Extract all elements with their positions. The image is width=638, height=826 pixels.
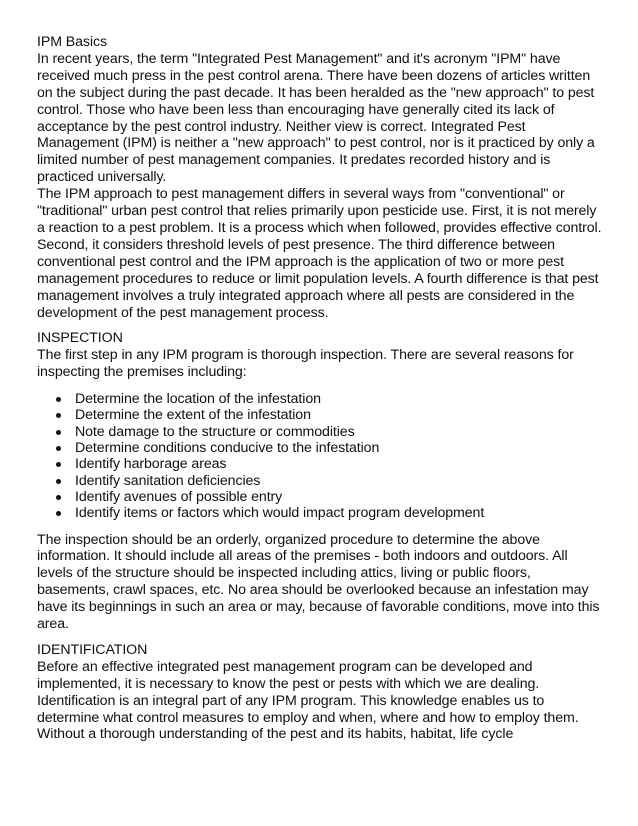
list-item-text: Determine the location of the infestation <box>75 391 321 408</box>
list-item <box>56 407 605 423</box>
section-heading-ipm-basics: IPM Basics <box>37 34 107 50</box>
list-item <box>56 456 605 472</box>
list-item-text: Determine conditions conducive to the infestation <box>75 440 380 457</box>
bullet-icon <box>56 511 61 516</box>
list-item-text: Identify avenues of possible entry <box>75 488 283 505</box>
bullet-icon <box>56 495 61 500</box>
document-page <box>37 34 605 743</box>
inspection-list <box>37 391 605 521</box>
list-item-text: Identify sanitation deficiencies <box>75 472 261 489</box>
paragraph-inspection-intro: The first step in any IPM program is thorough inspection. There are several reasons for inspecting the premises including: <box>37 347 574 381</box>
bullet-icon <box>56 397 61 402</box>
list-item-text: Identify items or factors which would impact program development <box>75 505 485 522</box>
paragraph-ipm-basics-2: The IPM approach to pest management differs in several ways from "conventional" or "traditional" urban pest control that relies primarily upon pesticide use. First, it is not merely a reaction to a pest problem. It is a process which when followed, provides effective control. Second, it considers threshold levels of pest presence. The third difference between conventional pest control and the IPM approach is the application of two or more pest management procedures to reduce or limit population levels. A fourth difference is that pest management involves a truly integrated approach where all pests are considered in the development of the pest management process. <box>37 186 602 321</box>
section-spacer <box>37 522 605 532</box>
section-heading-inspection: INSPECTION <box>37 330 123 347</box>
paragraph-ipm-basics-1: In recent years, the term "Integrated Pest Management" and it's acronym "IPM" have received much press in the pest control arena. There have been dozens of articles written on the subject during the past decade. It has been heralded as the "new approach" to pest control. Those who have been less than encouraging have generally cited its lack of acceptance by the pest control industry. Neither view is correct. Integrated Pest Management (IPM) is neither a "new approach" to pest control, nor is it practiced by only a limited number of pest management companies. It predates recorded history and is practiced universally. <box>37 50 595 186</box>
list-item <box>56 391 605 407</box>
list-item-text: Note damage to the structure or commodities <box>75 423 355 440</box>
bullet-icon <box>56 479 61 484</box>
bullet-icon <box>56 413 61 418</box>
list-item <box>56 440 605 456</box>
bullet-icon <box>56 446 61 451</box>
list-item <box>56 473 605 489</box>
list-item-text: Identify harborage areas <box>75 456 227 473</box>
section-spacer <box>37 321 605 330</box>
section-heading-identification: IDENTIFICATION <box>37 641 148 658</box>
paragraph-identification: Before an effective integrated pest management program can be developed and implemented, it is necessary to know the pest or pests with which we are dealing. Identification is an integral part of any IPM program. This knowledge enables us to determine what control measures to employ and when, where and how to employ them. Without a thorough understanding of the pest and its habits, habitat, life cycle <box>37 658 579 743</box>
list-item <box>56 489 605 505</box>
paragraph-inspection-procedure: The inspection should be an orderly, organized procedure to determine the above information. It should include all areas of the premises - both indoors and outdoors. All levels of the structure should be inspected including attics, living or public floors, basements, crawl spaces, etc. No area should be overlooked because an infestation may have its beginnings in such an area or may, because of favorable conditions, move into this area. <box>37 531 600 633</box>
list-item-text: Determine the extent of the infestation <box>75 407 311 424</box>
section-spacer <box>37 633 605 642</box>
list-item <box>56 424 605 440</box>
list-item <box>56 505 605 521</box>
bullet-icon <box>56 462 61 467</box>
bullet-icon <box>56 430 61 435</box>
